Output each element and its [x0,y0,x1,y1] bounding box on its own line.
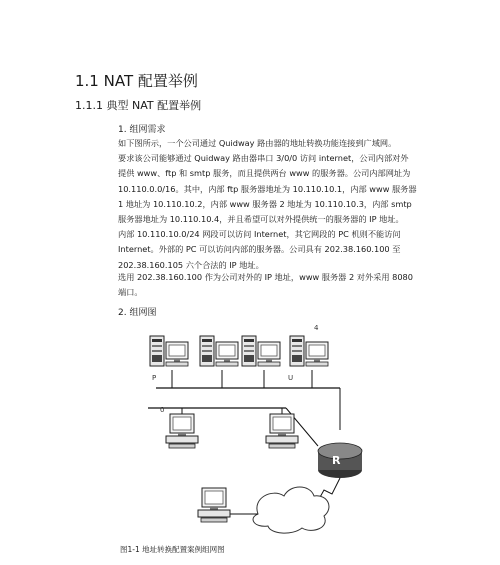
paragraph-line: 10.110.0.0/16。其中，内部 ftp 服务器地址为 10.110.10.1，内部 www 服务器 [118,183,417,194]
router-icon [318,443,362,478]
server-caption [200,374,207,382]
requirement-paragraph [118,136,440,273]
server-label [154,324,175,332]
smtp-server-icon [290,336,328,366]
paragraph-line: 服务器地址为 10.110.10.4，并且希望可以对外提供统一的服务器的 IP 地址。 [118,214,404,225]
paragraph-line: 1 地址为 10.110.10.2，内部 www 服务器 2 地址为 10.110.10.3，内部 smtp [118,198,412,209]
internal-pc-icon [266,414,298,448]
requirement-paragraph-2 [118,270,440,300]
paragraph-line: 如下图所示，一个公司通过 Quidway 路由器的地址转换功能连接到广域网。 [118,138,397,148]
internal-pc-icon [166,414,198,448]
cloud-label [286,508,293,516]
paragraph-line: 选用 202.38.160.100 作为公司对外的 IP 地址，www 服务器 2 对外采用 8080 [118,272,413,282]
network-diagram [118,318,380,540]
paragraph-line: 要求该公司能够通过 Quidway 路由器串口 3/0/0 访问 internet，公司内部对外 [118,153,409,164]
paragraph-line: 提供 www、ftp 和 smtp 服务，而且提供两台 www 的服务器。公司内部网址为 [118,168,411,179]
subsection-number: 1.1.1 [75,99,103,112]
section-title-text: NAT 配置举例 [103,72,198,90]
server-label [203,324,224,332]
server-caption: P [152,374,157,382]
external-pc-icon [198,488,230,522]
subsection-title [75,97,201,113]
router-letter: R [332,454,341,467]
section-title [75,70,198,91]
pc-caption [213,528,220,536]
pc-caption [286,454,300,462]
figure-caption: 图1-1 地址转换配置案例组网图 [120,545,225,554]
ftp-server-icon [150,336,188,366]
server-caption: U [288,374,301,382]
paragraph-line: 内部 10.110.10.0/24 网段可以访问 Internet，其它网段的 PC 机则不能访问 [118,229,401,240]
requirement-heading: 1. 组网需求 [118,125,166,135]
paragraph-line: 端口。 [118,287,143,298]
www-server-2-icon [242,336,280,366]
diagram-heading: 2. 组网图 [118,308,157,318]
subsection-title-text: 典型 NAT 配置举例 [106,99,202,112]
server-label [243,324,264,332]
server-label: 4 [293,324,319,332]
server-caption [238,374,245,382]
section-number: 1.1 [75,72,99,90]
www-server-1-icon [200,336,238,366]
paragraph-line: Internet。外部的 PC 可以访问内部的服务器。公司具有 202.38.160.100 至 [118,244,401,255]
pc-label: 0 [132,406,165,414]
pc-label [264,406,278,414]
paragraph-line: 202.38.160.105 六个合法的 IP 地址。 [118,259,264,270]
pc-caption [188,454,195,462]
